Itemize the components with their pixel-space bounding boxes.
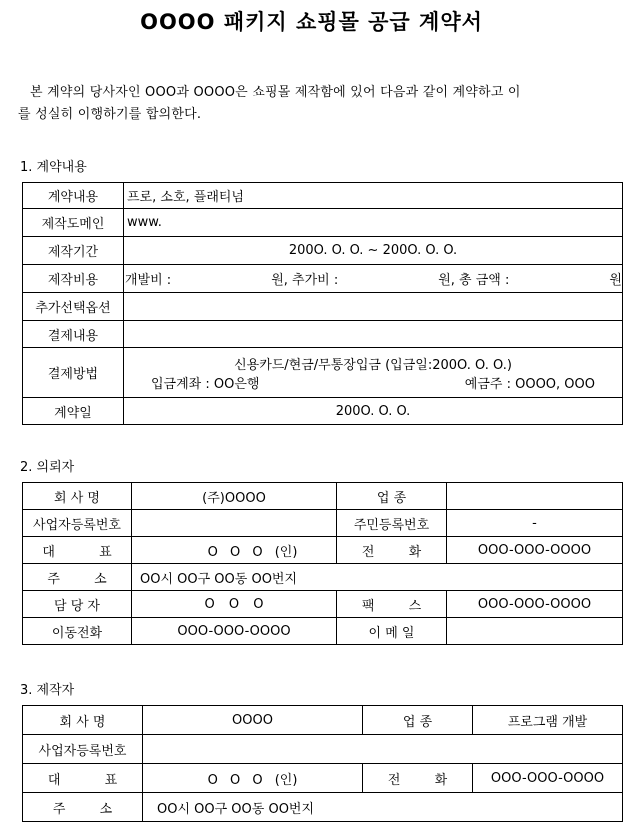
client-ceo-label: 대 표 (23, 537, 132, 564)
client-fax-label: 팩 스 (337, 591, 447, 618)
table-row (23, 483, 623, 510)
client-manager-label: 담 당 자 (23, 591, 132, 618)
table-row (23, 793, 623, 822)
table-row (23, 537, 623, 564)
table-row (23, 618, 623, 645)
period-label: 제작기간 (23, 237, 124, 265)
table-row (23, 735, 623, 764)
table-row (23, 510, 623, 537)
producer-company-value: OOOO (143, 706, 363, 735)
client-manager-value: O O O (132, 591, 337, 618)
client-reg-value (132, 510, 337, 537)
payment-content-value (124, 321, 623, 348)
producer-company-label: 회 사 명 (23, 706, 143, 735)
client-table (22, 482, 623, 645)
producer-biz-type-value: 프로그램 개발 (473, 706, 623, 735)
producer-address-value: OO시 OO구 OO동 OO번지 (143, 793, 623, 822)
contract-content-table (22, 182, 623, 425)
table-row (23, 398, 623, 425)
contract-date-label: 계약일 (23, 398, 124, 425)
table-row (23, 183, 623, 209)
client-mobile-label: 이동전화 (23, 618, 132, 645)
client-company-value: (주)OOOO (132, 483, 337, 510)
client-phone-label: 전 화 (337, 537, 447, 564)
options-value (124, 293, 623, 321)
client-phone-value: OOO-OOO-OOOO (447, 537, 623, 564)
client-address-label: 주 소 (23, 564, 132, 591)
client-email-label: 이 메 일 (337, 618, 447, 645)
payment-method-label: 결제방법 (23, 348, 124, 398)
table-row (23, 293, 623, 321)
table-row (23, 265, 623, 293)
payment-content-label: 결제내용 (23, 321, 124, 348)
client-biz-type-label: 업 종 (337, 483, 447, 510)
cost-label: 제작비용 (23, 265, 124, 293)
client-fax-value: OOO-OOO-OOOO (447, 591, 623, 618)
contract-date-value: 200O. O. O. (124, 398, 623, 425)
client-ceo-value: O O O (인) (132, 537, 337, 564)
section-3-heading: 3. 제작자 (20, 683, 75, 698)
client-biz-type-value (447, 483, 623, 510)
producer-ceo-label: 대 표 (23, 764, 143, 793)
client-address-value: OO시 OO구 OO동 OO번지 (132, 564, 623, 591)
producer-reg-label: 사업자등록번호 (23, 735, 143, 764)
intro-line-2: 를 성실히 이행하기를 합의한다. (18, 107, 202, 122)
client-mobile-value: OOO-OOO-OOOO (132, 618, 337, 645)
table-row (23, 237, 623, 265)
table-row (23, 321, 623, 348)
section-2-heading: 2. 의뢰자 (20, 460, 75, 475)
table-row (23, 706, 623, 735)
payment-method-value (124, 348, 623, 398)
table-row (23, 764, 623, 793)
cost-dev: 개발비 : (125, 273, 172, 288)
payment-method-line: 신용카드/현금/무통장입금 (입금일:200O. O. O.) (234, 357, 512, 373)
payment-account: 입금계좌 : OO은행 (151, 376, 260, 392)
client-company-label: 회 사 명 (23, 483, 132, 510)
section-1-heading: 1. 계약내용 (20, 160, 87, 175)
period-value: 200O. O. O. ~ 200O. O. O. (124, 237, 623, 265)
producer-address-label: 주 소 (23, 793, 143, 822)
document-title: OOOO 패키지 쇼핑몰 공급 계약서 (140, 10, 483, 34)
producer-reg-value (143, 735, 623, 764)
cost-value (124, 265, 623, 293)
intro-line-1: 본 계약의 당사자인 OOO과 OOOO은 쇼핑몰 제작함에 있어 다음과 같이 계약하고 이 (30, 85, 521, 100)
producer-ceo-value: O O O (인) (143, 764, 363, 793)
client-email-value (447, 618, 623, 645)
producer-table (22, 705, 623, 822)
table-row (23, 348, 623, 398)
domain-label: 제작도메인 (23, 209, 124, 237)
producer-phone-value: OOO-OOO-OOOO (473, 764, 623, 793)
table-row (23, 591, 623, 618)
client-reg-label: 사업자등록번호 (23, 510, 132, 537)
contract-content-label: 계약내용 (23, 183, 124, 209)
intro-paragraph (18, 82, 623, 126)
payment-holder: 예금주 : OOOO, OOO (464, 376, 595, 392)
table-row (23, 209, 623, 237)
client-id-label: 주민등록번호 (337, 510, 447, 537)
table-row (23, 564, 623, 591)
domain-value: www. (124, 209, 623, 237)
producer-biz-type-label: 업 종 (363, 706, 473, 735)
cost-total-unit: 원 (609, 273, 622, 288)
cost-dev-unit: 원, 추가비 : (271, 273, 339, 288)
cost-add-unit: 원, 총 금액 : (438, 273, 510, 288)
producer-phone-label: 전 화 (363, 764, 473, 793)
contract-content-value: 프로, 소호, 플래티넘 (124, 183, 623, 209)
options-label: 추가선택옵션 (23, 293, 124, 321)
client-id-value: - (447, 510, 623, 537)
